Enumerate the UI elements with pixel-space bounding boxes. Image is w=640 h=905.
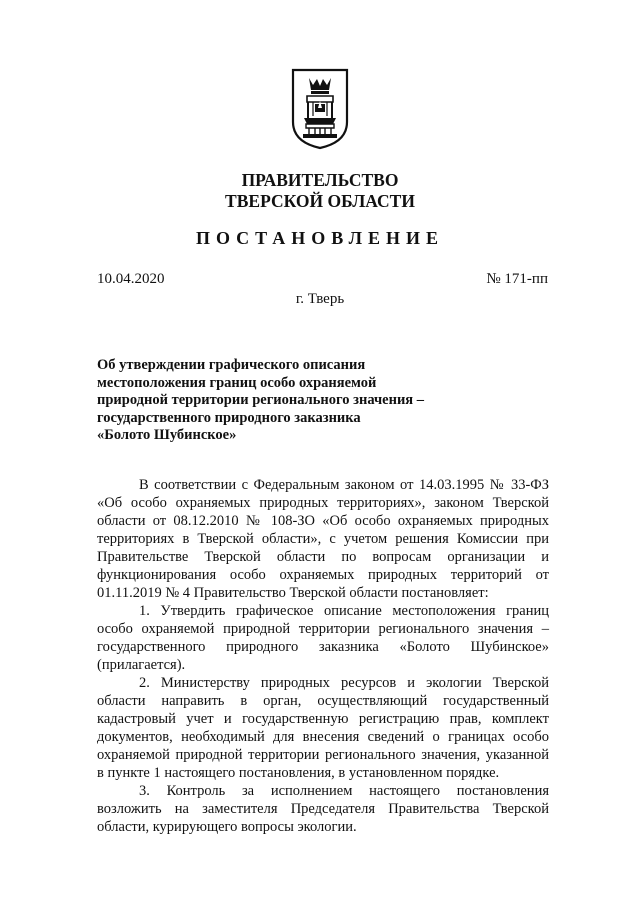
document-number: № 171-пп [486, 271, 548, 287]
subject-line: «Болото Шубинское» [97, 427, 237, 444]
document-city: г. Тверь [295, 291, 345, 307]
subject-line: государственного природного заказника [97, 409, 361, 426]
authority-title [0, 170, 640, 212]
authority-line-2: ТВЕРСКОЙ ОБЛАСТИ [225, 191, 415, 211]
authority-line-1: ПРАВИТЕЛЬСТВО [241, 170, 399, 190]
document-subject [97, 357, 437, 445]
tver-coat-of-arms-icon [291, 66, 349, 150]
subject-line: местоположения границ особо охраняемой [97, 374, 377, 391]
subject-line: природной территории регионального значения – [97, 392, 425, 409]
document-body [97, 476, 549, 836]
document-date: 10.04.2020 [97, 271, 165, 287]
clause-2-paragraph: 2. Министерству природных ресурсов и экологии Тверской области направить в орган, осуществляющий государственный кадастровый учет и государственную регистрацию прав, комплект документов, необходимый для внесения сведений о границах особо охраняемой природной территории регионального значения, указанной в пункте 1 настоящего постановления, в установленном порядке. [97, 675, 549, 781]
subject-line: Об утверждении графического описания [97, 357, 366, 373]
clause-3-paragraph: 3. Контроль за исполнением настоящего постановления возложить на заместителя Председателя Правительства Тверской области, курирующего вопросы экологии. [97, 783, 549, 835]
clause-1-paragraph: 1. Утвердить графическое описание местоположения границ особо охраняемой природной территории регионального значения – государственного природного заказника «Болото Шубинское» (прилагается). [97, 603, 549, 673]
document-type: ПОСТАНОВЛЕНИЕ [195, 228, 445, 248]
preamble-paragraph: В соответствии с Федеральным законом от 14.03.1995 № 33-ФЗ «Об особо охраняемых природных территориях», законом Тверской области от 08.12.2010 № 108-ЗО «Об особо охраняемых природных территориях в Тверской области», с учетом решения Комиссии при Правительстве Тверской области по вопросам организации и функционирования особо охраняемых природных территорий от 01.11.2019 № 4 Правительство Тверской области постановляет: [97, 477, 549, 601]
